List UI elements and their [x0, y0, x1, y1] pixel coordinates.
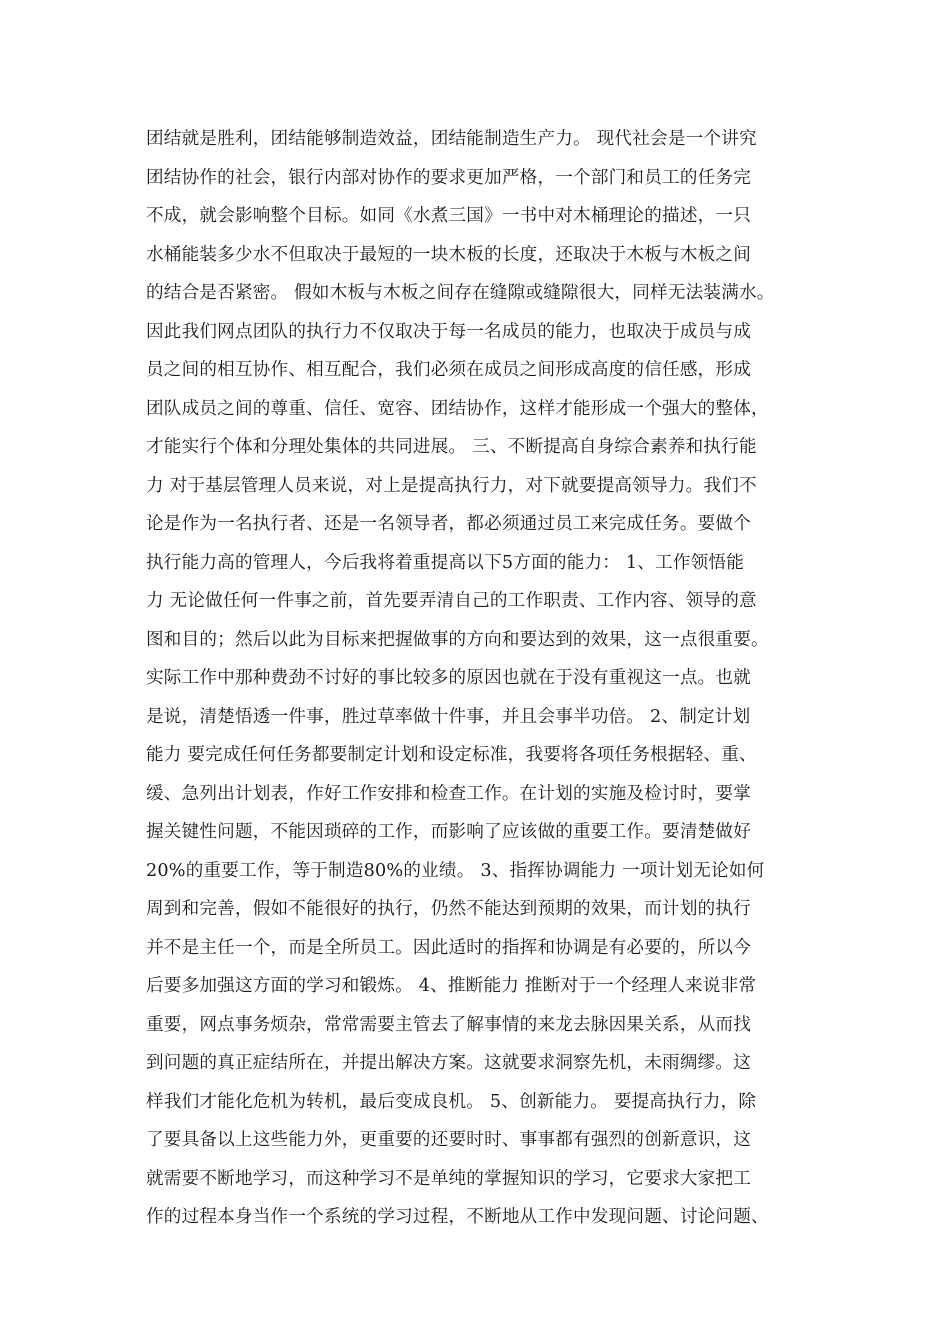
text-line: 重要，网点事务烦杂，常常需要主管去了解事情的来龙去脉因果关系，从而找: [146, 1014, 751, 1035]
text-line: 论是作为一名执行者、还是一名领导者，都必须通过员工来完成任务。要做个: [146, 514, 751, 534]
text-line: 团结就是胜利，团结能够制造效益，团结能制造生产力。 现代社会是一个讲究: [146, 129, 757, 149]
text-line: 是说，清楚悟透一件事，胜过草率做十件事，并且会事半功倍。 2、制定计划: [146, 706, 751, 727]
text-line: 就需要不断地学习，而这种学习不是单纯的掌握知识的学习，它要求大家把工: [146, 1168, 751, 1189]
text-line: 才能实行个体和分理处集体的共同进展。 三、不断提高自身综合素养和执行能: [146, 437, 757, 457]
text-line: 了要具备以上这些能力外，更重要的还要时时、事事都有强烈的创新意识，这: [146, 1130, 751, 1150]
text-line: 图和目的；然后以此为目标来把握做事的方向和要达到的效果，这一点很重要。: [146, 629, 769, 650]
text-line: 缓、急列出计划表，作好工作安排和检查工作。在计划的实施及检讨时，要掌: [146, 783, 751, 804]
text-line: 员之间的相互协作、相互配合，我们必须在成员之间形成高度的信任感，形成: [146, 360, 751, 380]
text-line: 团队成员之间的尊重、信任、宽容、团结协作，这样才能形成一个强大的整体，: [146, 398, 769, 419]
text-line: 样我们才能化危机为转机，最后变成良机。 5、创新能力。 要提高执行力，除: [146, 1091, 757, 1112]
text-line: 到问题的真正症结所在，并提出解决方案。这就要求洞察先机，未雨绸缪。这: [146, 1053, 751, 1073]
body-text: [146, 120, 826, 1237]
text-line: 能力 要完成任何任务都要制定计划和设定标准，我要将各项任务根据轻、重、: [146, 745, 757, 765]
text-line: 不成，就会影响整个目标。如同《水煮三国》一书中对木桶理论的描述，一只: [146, 206, 751, 226]
text-line: 20%的重要工作，等于制造80%的业绩。 3、指挥协调能力 一项计划无论如何: [146, 860, 765, 881]
text-line: 执行能力高的管理人，今后我将着重提高以下5方面的能力： 1、工作领悟能: [146, 552, 744, 573]
text-line: 作的过程本身当作一个系统的学习过程，不断地从工作中发现问题、讨论问题、: [146, 1207, 769, 1227]
text-line: 力 对于基层管理人员来说，对上是提高执行力，对下就要提高领导力。我们不: [146, 475, 757, 496]
text-line: 并不是主任一个，而是全所员工。因此适时的指挥和协调是有必要的，所以今: [146, 937, 751, 958]
text-line: 力 无论做任何一件事之前，首先要弄清自己的工作职责、工作内容、领导的意: [146, 591, 757, 611]
text-line: 水桶能装多少水不但取决于最短的一块木板的长度，还取决于木板与木板之间: [146, 244, 751, 265]
text-line: 周到和完善，假如不能很好的执行，仍然不能达到预期的效果，而计划的执行: [146, 899, 751, 919]
text-line: 团结协作的社会，银行内部对协作的要求更加严格，一个部门和员工的任务完: [146, 167, 751, 188]
text-line: 握关键性问题，不能因琐碎的工作，而影响了应该做的重要工作。要清楚做好: [146, 822, 751, 842]
text-line: 的结合是否紧密。 假如木板与木板之间存在缝隙或缝隙很大，同样无法装满水。: [146, 283, 775, 303]
text-line: 后要多加强这方面的学习和锻炼。 4、推断能力 推断对于一个经理人来说非常: [146, 976, 757, 996]
text-line: 因此我们网点团队的执行力不仅取决于每一名成员的能力，也取决于成员与成: [146, 321, 751, 342]
text-line: 实际工作中那种费劲不讨好的事比较多的原因也就在于没有重视这一点。也就: [146, 668, 751, 688]
